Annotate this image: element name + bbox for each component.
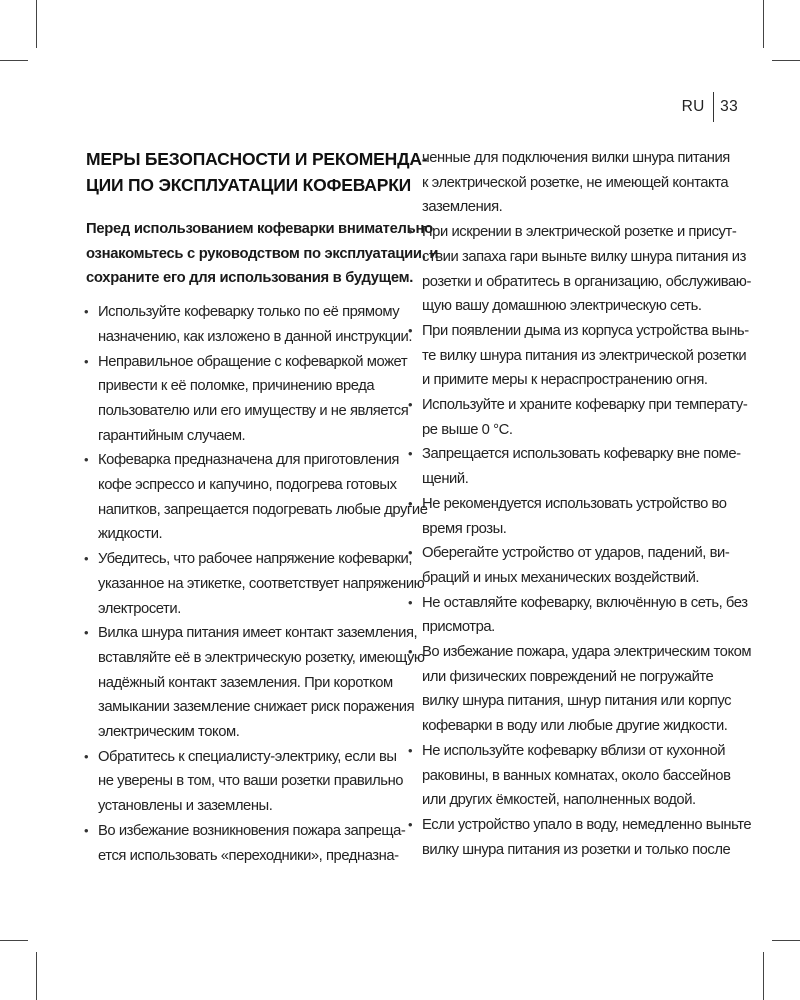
list-item [86,547,425,621]
right-safety-list [410,220,752,862]
list-item-line: указанное на этикетке, соответствует напряжению [98,575,425,592]
list-item-line: присмотра. [422,619,495,636]
list-item-line: • Оберегайте устройство от ударов, падений, ви- [422,545,730,562]
list-item [410,739,731,813]
list-item-line: • Если устройство упало в воду, немедленно выньте [422,816,752,833]
page-header [682,92,738,122]
section-title-line: ЦИИ ПО ЭКСПЛУАТАЦИИ КОФЕВАРКИ [86,175,412,195]
page-number: 33 [720,98,738,115]
list-item-line: назначению, как изложено в данной инструкции. [98,328,412,345]
list-item-line: • При появлении дыма из корпуса устройства вынь- [422,322,749,339]
list-item-line: вилку шнура питания, шнур питания или корпус [422,693,732,710]
list-item [410,442,741,491]
list-item-line: и примите меры к нераспространению огня. [422,372,708,389]
list-item-line: • Используйте кофеварку только по её прямому [98,304,400,321]
list-item-line: • Во избежание пожара, удара электрическим током [422,644,752,661]
list-item-line: вставляйте её в электрическую розетку, имеющую [98,649,425,666]
crop-mark-top-left-horizontal [0,60,28,61]
list-item-line: раковины, в ванных комнатах, около бассейнов [422,767,731,784]
list-item-line: заземления. [422,199,503,216]
list-item [410,813,752,862]
right-column [410,146,752,862]
list-item-line: пользователю или его имуществу и не является [98,402,409,419]
list-item [410,492,728,541]
list-item-line: электрическим током. [98,724,240,741]
list-item-line: к электрической розетке, не имеющей контакта [422,174,729,191]
list-item-line: установлены и заземлены. [98,798,273,815]
list-item-line: кофе эспрессо и капучино, подогрева готовых [98,477,397,494]
list-item-line: электросети. [98,600,181,617]
list-item-line: щений. [422,471,469,488]
list-item-line: не уверены в том, что ваши розетки правильно [98,773,404,790]
list-item [86,745,404,819]
list-item-line: • Обратитесь к специалисту-электрику, если вы [98,748,397,765]
list-item-line: ется использовать «переходники», предназна- [98,847,399,864]
list-item-line: ре выше 0 °C. [422,421,513,438]
list-item-line: гарантийным случаем. [98,427,246,444]
list-item-line: или физических повреждений не погружайте [422,668,714,685]
left-column [86,146,439,868]
list-item-line: • Не оставляйте кофеварку, включённую в сеть, без [422,594,748,611]
list-item [410,640,752,739]
list-item-line: • При искрении в электрической розетке и присут- [422,224,737,241]
list-item-line: • Во избежание возникновения пожара запреща- [98,822,406,839]
intro-paragraph [86,217,439,291]
list-item-line: розетки и обратитесь в организацию, обслуживаю- [422,273,751,290]
list-item-line: те вилку шнура питания из электрической розетки [422,347,747,364]
list-item-line: время грозы. [422,520,507,537]
crop-mark-top-left-vertical [36,0,37,48]
list-item-line: напитков, запрещается подогревать любые другие [98,501,428,518]
list-item-line: • Неправильное обращение с кофеваркой может [98,353,408,370]
list-item [86,350,409,449]
list-item [86,621,425,745]
list-item-line: • Вилка шнура питания имеет контакт заземления, [98,625,418,642]
list-item-line: вилку шнура питания из розетки и только после [422,841,731,858]
list-item-line: щую вашу домашнюю электрическую сеть. [422,298,702,315]
section-title-line: МЕРЫ БЕЗОПАСНОСТИ И РЕКОМЕНДА- [86,149,428,169]
left-safety-list [86,300,428,868]
section-title [86,146,428,198]
list-item [410,591,748,640]
list-item-line: • Не рекомендуется использовать устройство во [422,495,727,512]
list-item-line: • Используйте и храните кофеварку при температу- [422,397,748,414]
list-item-line: • Запрещается использовать кофеварку вне поме- [422,446,741,463]
list-item [410,319,749,393]
crop-mark-bottom-left-vertical [36,952,37,1000]
list-item [410,220,751,319]
list-item-line: привести к её поломке, причинению вреда [98,378,375,395]
crop-mark-bottom-right-vertical [763,952,764,1000]
continued-list-item [410,146,728,220]
list-item-line: • Кофеварка предназначена для приготовления [98,452,399,469]
list-item [86,300,412,349]
list-item-line: кофеварки в воду или любые другие жидкости. [422,718,728,735]
list-item-line: • Убедитесь, что рабочее напряжение кофеварки, [98,551,413,568]
intro-line: Перед использованием кофеварки внимательно [86,221,433,237]
list-item [410,541,728,590]
list-item-line: ченные для подключения вилки шнура питания [422,150,730,166]
crop-mark-top-right-horizontal [772,60,800,61]
crop-mark-top-right-vertical [763,0,764,48]
list-item-line: • Не используйте кофеварку вблизи от кухонной [422,742,726,759]
list-item-line: надёжный контакт заземления. При коротком [98,674,393,691]
crop-mark-bottom-right-horizontal [772,940,800,941]
language-code: RU [681,98,705,115]
list-item-line: браций и иных механических воздействий. [422,569,700,586]
list-item [410,393,748,442]
list-item-line: жидкости. [98,526,163,543]
list-item [86,448,428,547]
list-item-line: или других ёмкостей, наполненных водой. [422,792,696,809]
crop-mark-bottom-left-horizontal [0,940,28,941]
list-item [86,819,406,868]
list-item-line: замыкании заземление снижает риск поражения [98,699,415,716]
intro-line: ознакомьтесь с руководством по эксплуатации, и [86,245,439,262]
intro-line: сохраните его для использования в будущем. [86,270,414,287]
list-item-line: ствии запаха гари выньте вилку шнура питания из [422,248,746,265]
